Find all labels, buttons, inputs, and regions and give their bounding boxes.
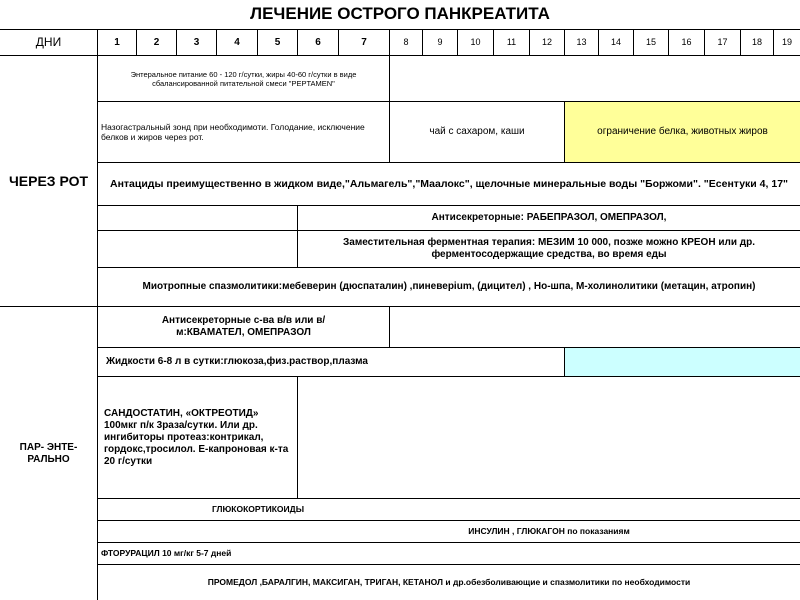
grid-line [176,30,177,55]
day-header: 11 [506,37,517,48]
section-parenteral: ПАР- ЭНТЕ- РАЛЬНО [19,441,78,465]
grid-line [389,56,390,162]
row-antacids: Антациды преимущественно в жидком виде,"Альмагель","Маалокс", щелочные минеральные воды "Боржоми". "Есентуки 4, 17" [109,177,789,190]
grid-line [422,30,423,55]
day-header: 3 [193,36,200,48]
grid-line [97,306,800,307]
day-header: 16 [681,37,692,48]
grid-line [257,30,258,55]
row-restriction: ограничение белка, животных жиров [565,102,800,162]
grid-line [97,30,98,600]
day-header: 19 [781,37,792,48]
days-label: ДНИ [35,35,62,50]
grid-line [389,30,390,55]
grid-line [297,206,298,267]
grid-line [97,230,800,231]
grid-line [297,30,298,55]
grid-line [97,564,800,565]
day-header: 13 [576,37,587,48]
row-nasogastric: Назогастральный зонд при необходимоти. Голодание, исключение белков и жиров через рот. [101,121,365,142]
day-header: 12 [541,37,552,48]
grid-line [97,542,800,543]
row-antisecretory-oral: Антисекреторные: РАБЕПРАЗОЛ, ОМЕПРАЗОЛ, [431,212,667,223]
row-insulin: ИНСУЛИН , ГЛЮКАГОН по показаниям [468,526,630,537]
row-enzymes: Заместительная ферментная терапия: МЕЗИМ 10 000, позже можно КРЕОН или др. ферментосодержащие средства, во время еды [343,237,755,260]
day-header: 9 [437,37,443,48]
day-header: 8 [403,37,409,48]
grid-line [598,30,599,55]
day-header: 2 [153,36,160,48]
grid-line [0,306,97,307]
day-header: 7 [361,36,367,48]
grid-line [633,30,634,55]
grid-line [457,30,458,55]
grid-line [773,30,774,55]
day-header: 14 [610,37,621,48]
row-tea: чай с сахаром, каши [429,126,525,137]
grid-line [704,30,705,55]
grid-line [97,498,800,499]
row-spasmolytics: Миотропные спазмолитики:мебеверин (дюспаталин) ,пиневерium, (дицител) , Но-шпа, М-холинолитики (метацин, атропин) [142,281,756,292]
section-oral: ЧЕРЕЗ РОТ [8,172,89,189]
day-header: 18 [751,37,762,48]
grid-line [136,30,137,55]
day-header: 1 [114,36,120,48]
page-title: ЛЕЧЕНИЕ ОСТРОГО ПАНКРЕАТИТА [0,0,800,30]
row-glucocorticoids: ГЛЮКОКОРТИКОИДЫ [211,504,305,515]
grid-line [97,205,800,206]
grid-line [97,267,800,268]
grid-line [529,30,530,55]
grid-line [564,102,565,162]
day-header: 10 [470,37,481,48]
day-header: 17 [717,37,728,48]
grid-line [740,30,741,55]
grid-line [338,30,339,55]
grid-line [564,348,565,376]
grid-line [97,101,800,102]
grid-line [668,30,669,55]
row-antisecretory-iv: Антисекреторные с-ва в/в или в/м:КВАМАТЕЛ, ОМЕПРАЗОЛ [161,315,326,338]
grid-line [97,162,800,163]
grid-line [0,55,800,56]
day-header: 6 [315,36,321,48]
grid-line [97,347,800,348]
day-header: 4 [234,36,240,48]
day-header: 5 [274,36,281,48]
grid-line [297,377,298,498]
row-promedol: ПРОМЕДОЛ ,БАРАЛГИН, МАКСИГАН, ТРИГАН, КЕТАНОЛ и др.обезболивающие и спазмолитики по необходимости [207,577,691,588]
grid-line [493,30,494,55]
grid-line [564,30,565,55]
row-fluids: Жидкости 6-8 л в сутки:глюкоза,физ.раствор,плазма [106,356,368,367]
grid-line [216,30,217,55]
row-fluids-tail [565,348,800,376]
row-sandostatin: САНДОСТАТИН, «ОКТРЕОТИД» 100мкг п/к 3раза/сутки. Или др. ингибиторы протеаз:контрикал, гордокс,тросилол. Е-капроновая к-та 20 г/сутки [104,407,289,467]
grid-line [97,520,800,521]
grid-line [97,376,800,377]
grid-line [389,307,390,347]
day-header: 15 [645,37,656,48]
row-fluorouracil: ФТОРУРАЦИЛ 10 мг/кг 5-7 дней [101,548,232,559]
row-enteral-nutrition: Энтеральное питание 60 - 120 г/сутки, жиры 40-60 г/сутки в виде сбалансированной питательной смеси "PEPTAMEN" [130,69,357,88]
